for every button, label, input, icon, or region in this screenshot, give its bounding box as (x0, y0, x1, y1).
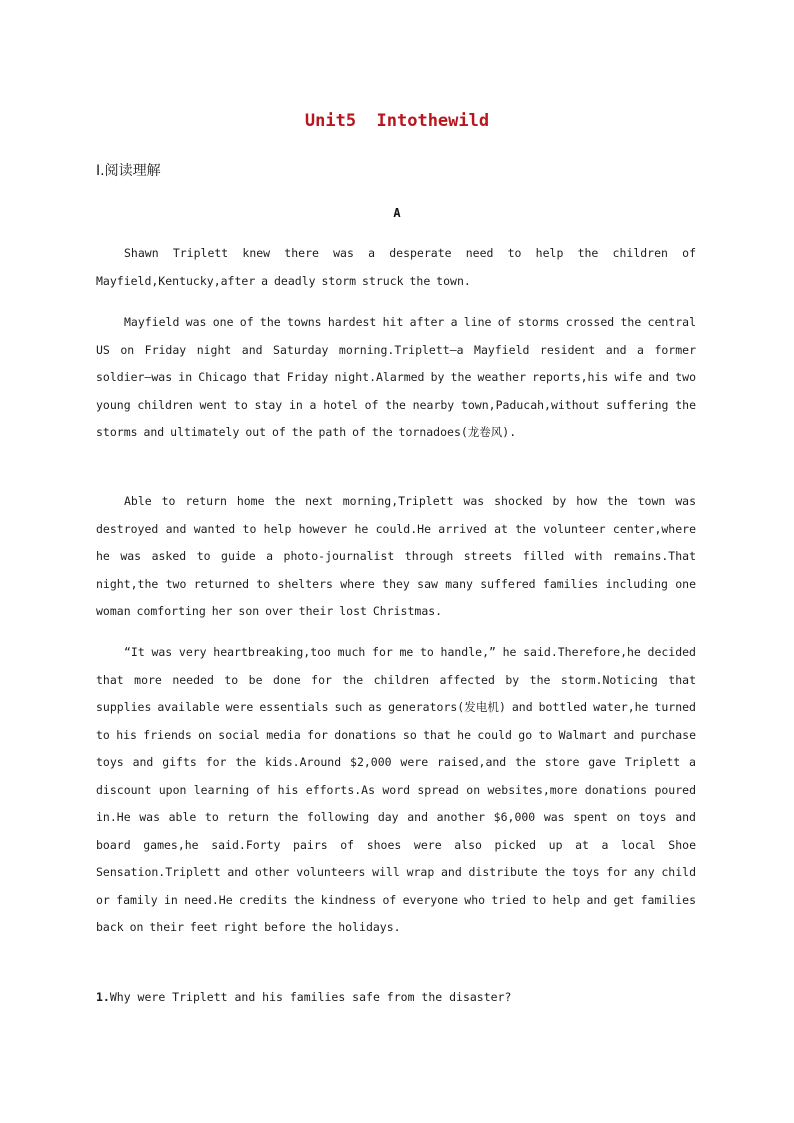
question-1 (96, 985, 696, 1009)
passage-label: A (393, 206, 401, 220)
passage-paragraph-2: Mayfield was one of the towns hardest hit after a line of storms crossed the central US on Friday night and Saturday morning.Triplett—a Mayfield resident and a former soldier—was in Chicago that Friday night.Alarmed by the weather reports,his wife and two young children went to stay in a hotel of the nearby town,Paducah,without suffering the storms and ultimately out of the path of the tornadoes(龙卷风). (96, 315, 696, 439)
question-number: 1. (96, 990, 110, 1004)
passage-paragraph-4: “It was very heartbreaking,too much for me to handle,” he said.Therefore,he decided that more needed to be done for the children affected by the storm.Noticing that supplies available were essentials such as generators(发电机) and bottled water,he turned to his friends on social media for donations so that he could go to Walmart and purchase toys and gifts for the kids.Around $2,000 were raised,and the store gave Triplett a discount upon learning of his efforts.As word spread on websites,more donations poured in.He was able to return the following day and another $6,000 was spent on toys and board games,he said.Forty pairs of shoes were also picked up at a local Shoe Sensation.Triplett and other volunteers will wrap and distribute the toys for any child or family in need.He credits the kindness of everyone who tried to help and get families back on their feet right before the holidays. (96, 645, 696, 934)
question-text: Why were Triplett and his families safe from the disaster? (109, 990, 512, 1004)
unit-title: Unit5 Intothewild (304, 111, 490, 131)
passage-paragraph-1: Shawn Triplett knew there was a desperate need to help the children of Mayfield,Kentucky,after a deadly storm struck the town. (96, 246, 696, 288)
passage-paragraph-3: Able to return home the next morning,Triplett was shocked by how the town was destroyed and wanted to help however he could.He arrived at the volunteer center,where he was asked to guide a photo-journalist through streets filled with remains.That night,the two returned to shelters where they saw many suffered families including one woman comforting her son over their lost Christmas. (96, 494, 696, 618)
section-heading: Ⅰ.阅读理解 (96, 163, 161, 179)
